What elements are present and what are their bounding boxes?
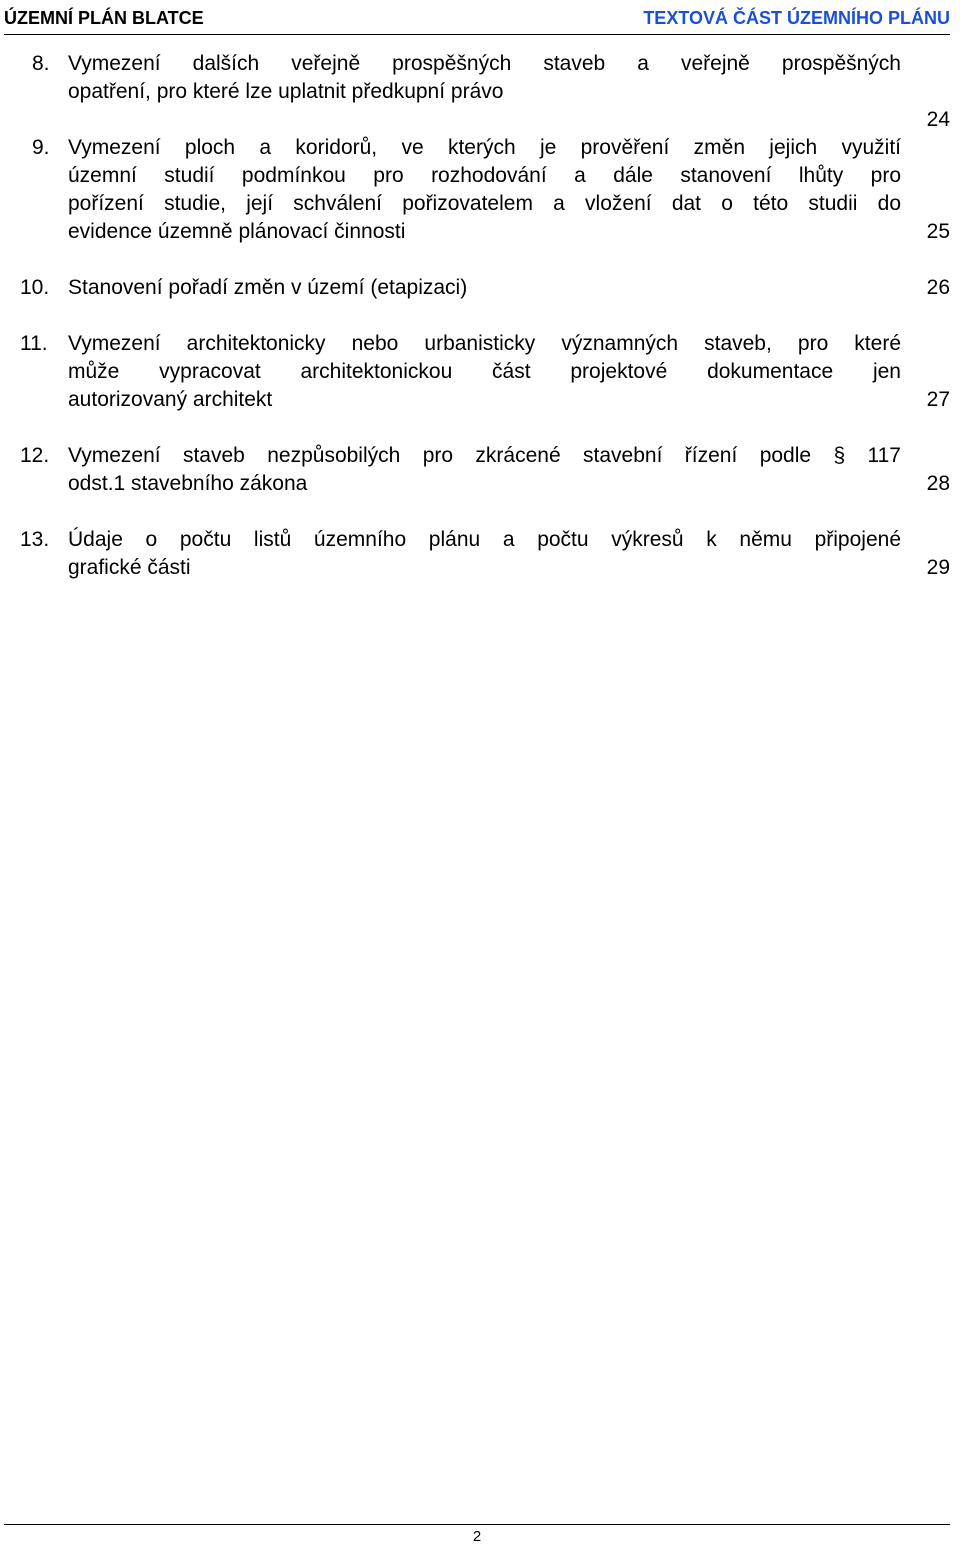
toc-entry-line: pořízení studie, její schválení pořizovatelem a vložení dat o této studii do xyxy=(68,192,901,215)
toc-entry-number: 9. xyxy=(32,136,50,159)
toc-entry-line: Vymezení staveb nezpůsobilých pro zkrácené stavební řízení podle § 117 xyxy=(68,444,901,467)
toc-entry-11[interactable] xyxy=(20,330,950,418)
toc-entry-line: odst.1 stavebního zákona xyxy=(68,472,308,495)
toc-entry-line: autorizovaný architekt xyxy=(68,388,273,411)
toc-entry-number: 8. xyxy=(32,52,50,75)
page-footer xyxy=(4,1524,950,1545)
toc-entry-line: evidence územně plánovací činnosti xyxy=(68,220,406,243)
toc-entry-number: 13. xyxy=(20,528,50,551)
toc-entry-12[interactable] xyxy=(20,442,950,502)
toc-entry-number: 11. xyxy=(20,332,48,355)
toc-entry-line: Údaje o počtu listů územního plánu a počtu výkresů k němu připojené xyxy=(68,528,901,551)
header-document-title: ÚZEMNÍ PLÁN BLATCE xyxy=(4,8,204,28)
toc-entry-title xyxy=(68,50,901,106)
toc-entry-page: 29 xyxy=(926,556,950,579)
toc-entry-title xyxy=(68,134,901,246)
toc-entry-page: 27 xyxy=(926,388,950,411)
toc-entry-title xyxy=(68,274,901,302)
toc-entry-line: Vymezení architektonicky nebo urbanisticky významných staveb, pro které xyxy=(68,332,901,355)
toc-entry-13[interactable] xyxy=(20,526,950,586)
toc-entry-page: 24 xyxy=(926,108,950,131)
toc-entry-line: Vymezení dalších veřejně prospěšných staveb a veřejně prospěšných xyxy=(68,52,901,75)
toc-entry-line: může vypracovat architektonickou část projektové dokumentace jen xyxy=(68,360,901,383)
toc-entry-title xyxy=(68,330,901,414)
toc-entry-10[interactable] xyxy=(20,274,950,304)
toc-entry-number: 12. xyxy=(20,444,50,467)
toc-entry-page: 26 xyxy=(926,276,950,299)
toc-entry-line: územní studií podmínkou pro rozhodování a dále stanovení lhůty pro xyxy=(68,164,901,187)
toc-entry-page: 28 xyxy=(926,472,950,495)
toc-entry-9[interactable] xyxy=(20,134,950,250)
toc-entry-line: opatření, pro které lze uplatnit předkupní právo xyxy=(68,80,504,103)
page-number: 2 xyxy=(472,1528,482,1545)
toc-entry-line: Vymezení ploch a koridorů, ve kterých je prověření změn jejich využití xyxy=(68,136,901,159)
toc-entry-line: grafické části xyxy=(68,556,191,579)
toc-entry-title xyxy=(68,442,901,498)
header-section-title: TEXTOVÁ ČÁST ÚZEMNÍHO PLÁNU xyxy=(643,8,950,28)
toc-entry-title xyxy=(68,526,901,582)
toc-entry-page: 25 xyxy=(926,220,950,243)
toc-entry-8[interactable] xyxy=(20,50,950,131)
toc-entry-number: 10. xyxy=(20,276,50,299)
toc-entry-line: Stanovení pořadí změn v území (etapizaci) xyxy=(68,276,468,299)
page-header xyxy=(4,8,950,35)
